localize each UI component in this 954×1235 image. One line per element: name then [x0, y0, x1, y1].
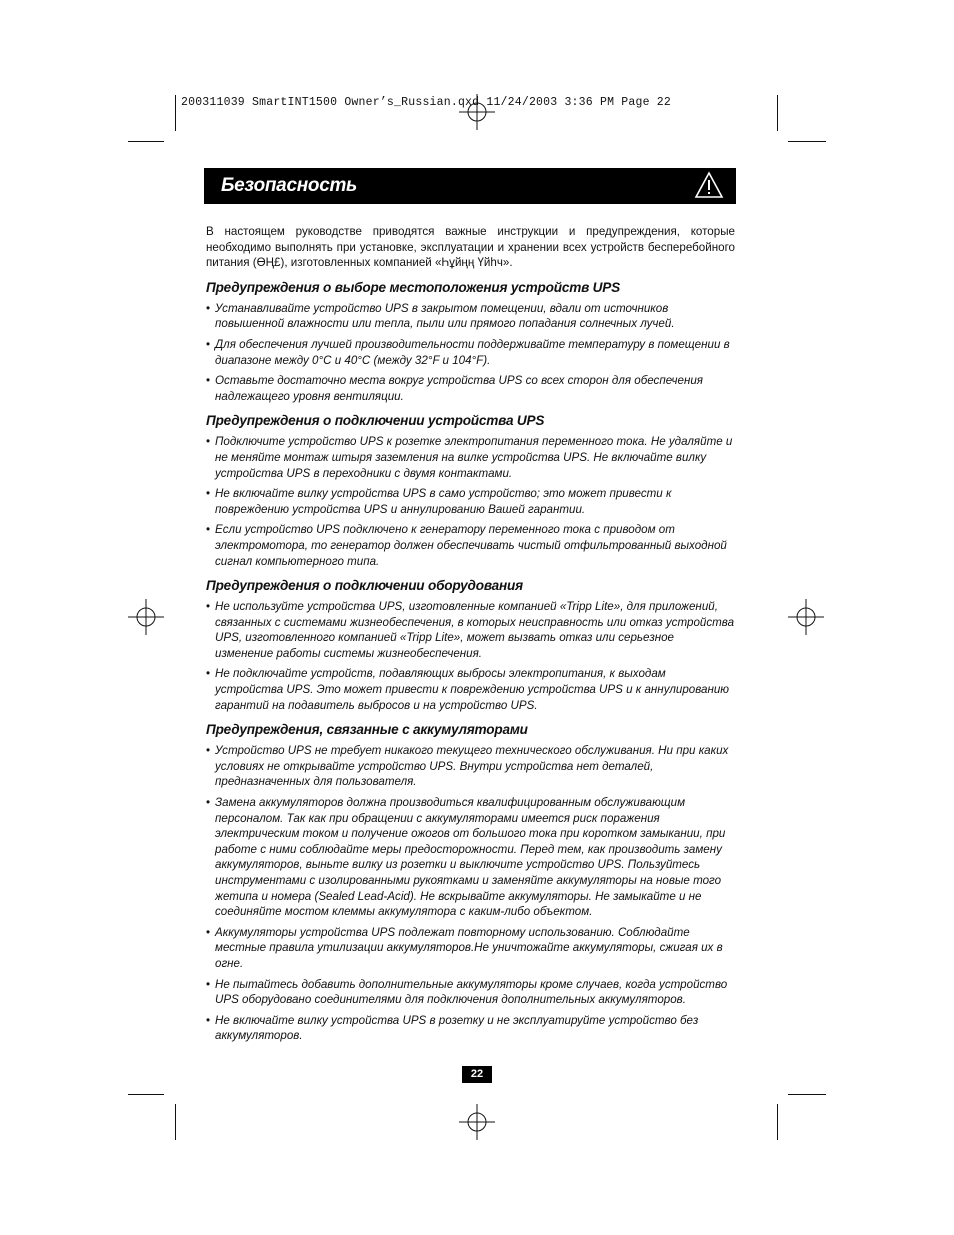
registration-mark-icon [459, 1104, 495, 1140]
intro-paragraph: В настоящем руководстве приводятся важные инструкции и предупреждения, которые необходимо выполнять при установке, эксплуатации и хранении всех устройств бесперебойного питания (ӨҢ£), изготовленных компанией «Һұйңң Үйһч». [206, 225, 735, 270]
file-header: 200311039 SmartINT1500 Owner’s_Russian.qxd 11/24/2003 3:36 PM Page 22 [181, 96, 671, 109]
list-item: • Не пытайтесь добавить дополнительные аккумуляторы кроме случаев, когда устройство UPS оборудовано соединителями для подключения дополнительных аккумуляторов. [206, 977, 735, 1008]
crop-mark [788, 141, 826, 142]
list-item: • Не включайте вилку устройства UPS в розетку и не эксплуатируйте устройство без аккумуляторов. [206, 1013, 735, 1044]
page-title: Безопасность [221, 175, 358, 196]
section-heading: Предупреждения о подключении устройства UPS [206, 413, 545, 429]
bullet-list [206, 599, 735, 713]
list-item: • Оставьте достаточно места вокруг устройства UPS со всех сторон для обеспечения надлежащего уровня вентиляции. [206, 373, 735, 404]
document-body [206, 224, 735, 1052]
bullet-list [206, 301, 735, 405]
bullet-list [206, 743, 735, 1044]
list-item: • Не подключайте устройств, подавляющих выбросы электропитания, к выходам устройства UPS. Это может привести к повреждению устройства UPS и к аннулированию гарантий на подавитель выбросов и на устройство UPS. [206, 666, 735, 713]
list-item: • Подключите устройство UPS к розетке электропитания переменного тока. Не удаляйте и не меняйте монтаж штыря заземления на вилке устройства UPS. Не включайте вилку устройства UPS в переходники с двумя контактами. [206, 434, 735, 481]
list-item: • Устанавливайте устройство UPS в закрытом помещении, вдали от источников повышенной влажности или тепла, пыли или прямого попадания солнечных лучей. [206, 301, 735, 332]
list-item: • Устройство UPS не требует никакого текущего технического обслуживания. Ни при каких условиях не открывайте устройство UPS. Внутри устройства нет деталей, предназначенных для пользователя. [206, 743, 735, 790]
crop-mark [777, 1104, 778, 1140]
registration-mark-icon [459, 94, 495, 130]
crop-mark [175, 1104, 176, 1140]
section-heading: Предупреждения, связанные с аккумуляторами [206, 722, 528, 738]
list-item: • Не включайте вилку устройства UPS в само устройство; это может привести к повреждению устройства UPS и аннулированию Вашей гарантии. [206, 486, 735, 517]
page-number: 22 [462, 1066, 492, 1083]
list-item: • Замена аккумуляторов должна производиться квалифицированным обслуживающим персоналом. Так как при обращении с аккумуляторами имеется риск поражения электрическим током и получение ожогов от большого тока при коротком замыкании, при работе с ними соблюдайте меры предосторожности. Перед тем, как производить замену аккумуляторов, выньте вилку из розетки и выключите устройство UPS. Пользуйтесь инструментами с изолированными рукоятками и заменяйте аккумуляторы на новые того жетипа и номера (Sealed Lead-Acid). Не вскрывайте аккумуляторы. Не замыкайте и не соединяйте мостом клеммы аккумулятора с каким-либо объектом. [206, 795, 735, 920]
section-heading: Предупреждения о подключении оборудования [206, 578, 523, 594]
section-title-bar [204, 168, 736, 204]
list-item: • Аккумуляторы устройства UPS подлежат повторному использованию. Соблюдайте местные правила утилизации аккумуляторов.Не уничтожайте аккумуляторы, сжигая их в огне. [206, 925, 735, 972]
crop-mark [128, 141, 164, 142]
registration-mark-icon [788, 599, 824, 635]
crop-mark [788, 1094, 826, 1095]
bullet-list [206, 434, 735, 569]
list-item: • Для обеспечения лучшей производительности поддерживайте температуру в помещении в диапазоне между 0°C и 40°C (между 32°F и 104°F). [206, 337, 735, 368]
warning-triangle-icon [694, 171, 724, 199]
crop-mark [777, 95, 778, 131]
section-heading: Предупреждения о выборе местоположения устройств UPS [206, 279, 621, 295]
registration-mark-icon [128, 599, 164, 635]
crop-mark [175, 95, 176, 131]
list-item: • Если устройство UPS подключено к генератору переменного тока с приводом от электромотора, то генератор должен обеспечивать чистый отфильтрованный выходной сигнал компьютерного типа. [206, 522, 735, 569]
crop-mark [128, 1094, 164, 1095]
list-item: • Не используйте устройства UPS, изготовленные компанией «Tripp Lite», для приложений, связанных с системами жизнеобеспечения, в которых неисправность или отказ устройства UPS, изготовленного компанией «Tripp Lite», может вызвать отказ или серьезное изменение работы системы жизнеобеспечения. [206, 599, 735, 661]
